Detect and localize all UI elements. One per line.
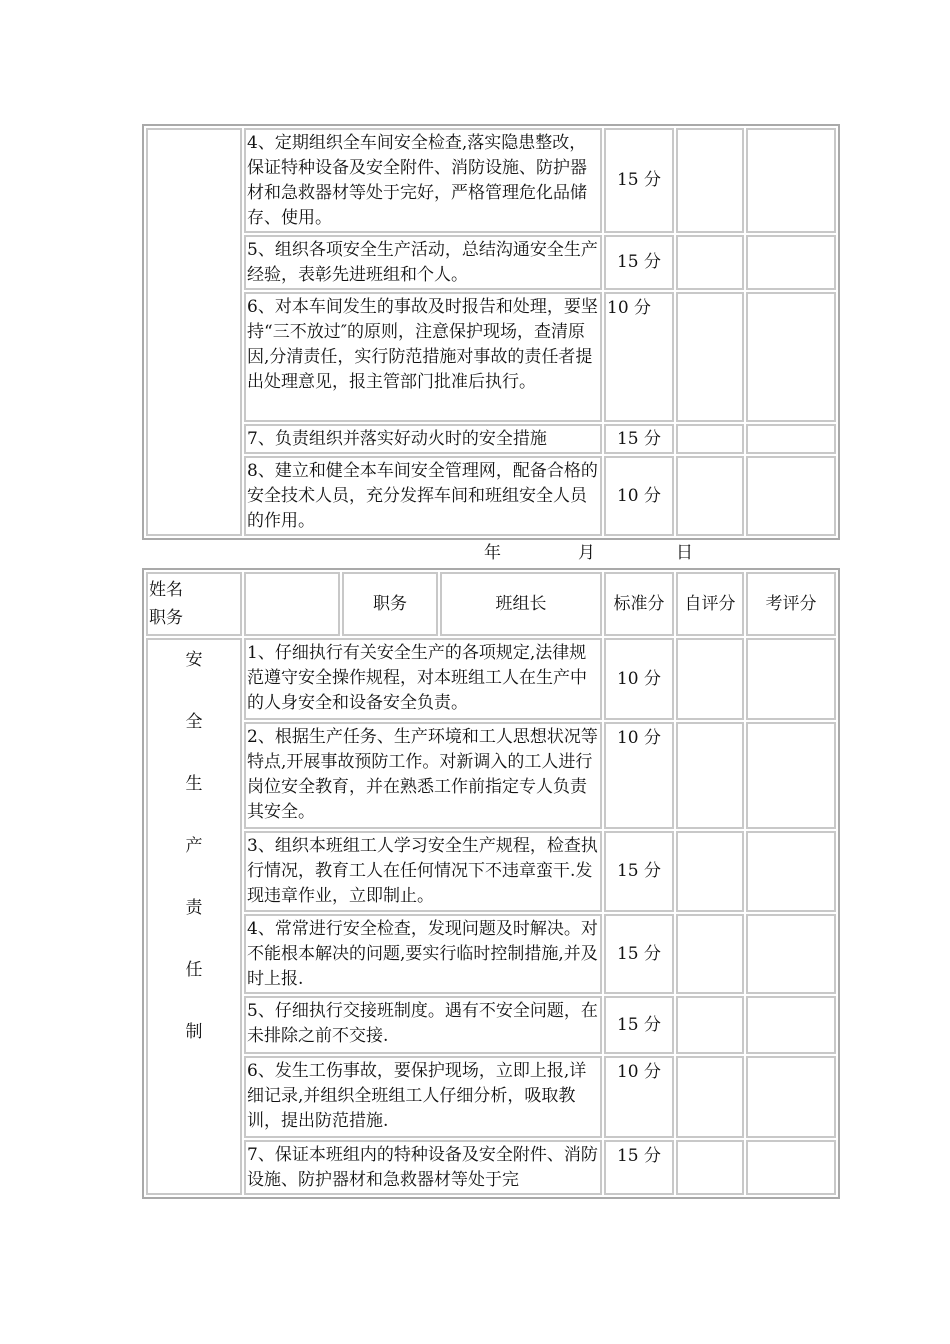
responsibility-table-2	[142, 568, 840, 1199]
duty-text-row-3: 3、组织本班组工人学习安全生产规程，检查执行情况，教育工人在任何情况下不违章蛮干.发现违章作业，立即制止。	[244, 831, 602, 912]
review-score-cell-row-3[interactable]	[746, 831, 836, 912]
side-char-7: 制	[185, 1022, 203, 1042]
standard-score-row-2: 10 分	[604, 722, 674, 829]
date-year-label: 年	[484, 543, 501, 563]
duty-label: 职务	[342, 572, 438, 636]
review-score-cell-row-5[interactable]	[746, 456, 836, 536]
standard-score-row-3: 15 分	[604, 831, 674, 912]
name-position-header	[146, 572, 242, 636]
self-score-cell-row-5[interactable]	[676, 456, 744, 536]
name-value-cell[interactable]	[244, 572, 340, 636]
standard-score-row-4: 15 分	[604, 914, 674, 994]
standard-score-row-5: 15 分	[604, 996, 674, 1054]
review-score-cell-row-3[interactable]	[746, 292, 836, 422]
self-score-cell-row-2[interactable]	[676, 235, 744, 290]
self-score-cell-row-4[interactable]	[676, 424, 744, 454]
self-score-cell-row-1[interactable]	[676, 128, 744, 233]
review-score-cell-row-7[interactable]	[746, 1140, 836, 1195]
review-score-cell-row-4[interactable]	[746, 914, 836, 994]
side-char-2: 全	[185, 712, 203, 732]
standard-score-row-4: 15 分	[604, 424, 674, 454]
review-score-header: 考评分	[746, 572, 836, 636]
standard-score-row-7: 15 分	[604, 1140, 674, 1195]
duty-text-row-1: 4、定期组织全车间安全检查,落实隐患整改，保证特种设备及安全附件、消防设施、防护器材和急救器材等处于完好，严格管理危化品储存、使用。	[244, 128, 602, 233]
standard-score-row-3: 10 分	[604, 292, 674, 422]
self-score-cell-row-5[interactable]	[676, 996, 744, 1054]
duty-text-row-5: 5、仔细执行交接班制度。遇有不安全问题，在未排除之前不交接.	[244, 996, 602, 1054]
duty-text-row-2: 2、根据生产任务、生产环境和工人思想状况等特点,开展事故预防工作。对新调入的工人进行岗位安全教育，并在熟悉工作前指定专人负责其安全。	[244, 722, 602, 829]
self-score-cell-row-6[interactable]	[676, 1056, 744, 1138]
responsibility-table-1	[142, 124, 840, 540]
duty-text-row-6: 6、发生工伤事故，要保护现场，立即上报,详细记录,并组织全班组工人仔细分析，吸取教训，提出防范措施.	[244, 1056, 602, 1138]
name-label: 姓名	[149, 580, 183, 600]
duty-text-row-2: 5、组织各项安全生产活动，总结沟通安全生产经验，表彰先进班组和个人。	[244, 235, 602, 290]
date-day-label: 日	[676, 543, 693, 563]
review-score-cell-row-1[interactable]	[746, 128, 836, 233]
date-month-label: 月	[578, 543, 595, 563]
review-score-cell-row-2[interactable]	[746, 235, 836, 290]
side-char-5: 责	[185, 898, 203, 918]
review-score-cell-row-4[interactable]	[746, 424, 836, 454]
review-score-cell-row-6[interactable]	[746, 1056, 836, 1138]
self-score-cell-row-1[interactable]	[676, 638, 744, 720]
duty-text-row-1: 1、仔细执行有关安全生产的各项规定,法律规范遵守安全操作规程，对本班组工人在生产中的人身安全和设备安全负责。	[244, 638, 602, 720]
standard-score-row-1: 10 分	[604, 638, 674, 720]
self-score-cell-row-4[interactable]	[676, 914, 744, 994]
side-char-3: 生	[185, 774, 203, 794]
standard-score-row-1: 15 分	[604, 128, 674, 233]
self-score-cell-row-2[interactable]	[676, 722, 744, 829]
review-score-cell-row-2[interactable]	[746, 722, 836, 829]
duty-text-row-4: 7、负责组织并落实好动火时的安全措施	[244, 424, 602, 454]
duty-text-row-7: 7、保证本班组内的特种设备及安全附件、消防设施、防护器材和急救器材等处于完	[244, 1140, 602, 1195]
standard-score-header: 标准分	[604, 572, 674, 636]
standard-score-row-5: 10 分	[604, 456, 674, 536]
duty-value: 班组长	[440, 572, 602, 636]
duty-text-row-4: 4、常常进行安全检查，发现问题及时解决。对不能根本解决的问题,要实行临时控制措施,并及时上报.	[244, 914, 602, 994]
standard-score-row-2: 15 分	[604, 235, 674, 290]
self-score-cell-row-3[interactable]	[676, 292, 744, 422]
blank-side-cell	[146, 128, 242, 536]
side-label-safety-responsibility	[146, 638, 242, 1195]
duty-text-row-5: 8、建立和健全本车间安全管理网，配备合格的安全技术人员，充分发挥车间和班组安全人员的作用。	[244, 456, 602, 536]
position-label: 职务	[149, 608, 183, 628]
side-char-4: 产	[185, 836, 203, 856]
review-score-cell-row-5[interactable]	[746, 996, 836, 1054]
review-score-cell-row-1[interactable]	[746, 638, 836, 720]
side-char-6: 任	[185, 960, 203, 980]
side-char-1: 安	[185, 650, 203, 670]
self-score-cell-row-7[interactable]	[676, 1140, 744, 1195]
standard-score-row-6: 10 分	[604, 1056, 674, 1138]
self-score-header: 自评分	[676, 572, 744, 636]
self-score-cell-row-3[interactable]	[676, 831, 744, 912]
duty-text-row-3: 6、对本车间发生的事故及时报告和处理，要坚持“三不放过″的原则，注意保护现场，查清原因,分清责任，实行防范措施对事故的责任者提出处理意见，报主管部门批准后执行。	[244, 292, 602, 422]
